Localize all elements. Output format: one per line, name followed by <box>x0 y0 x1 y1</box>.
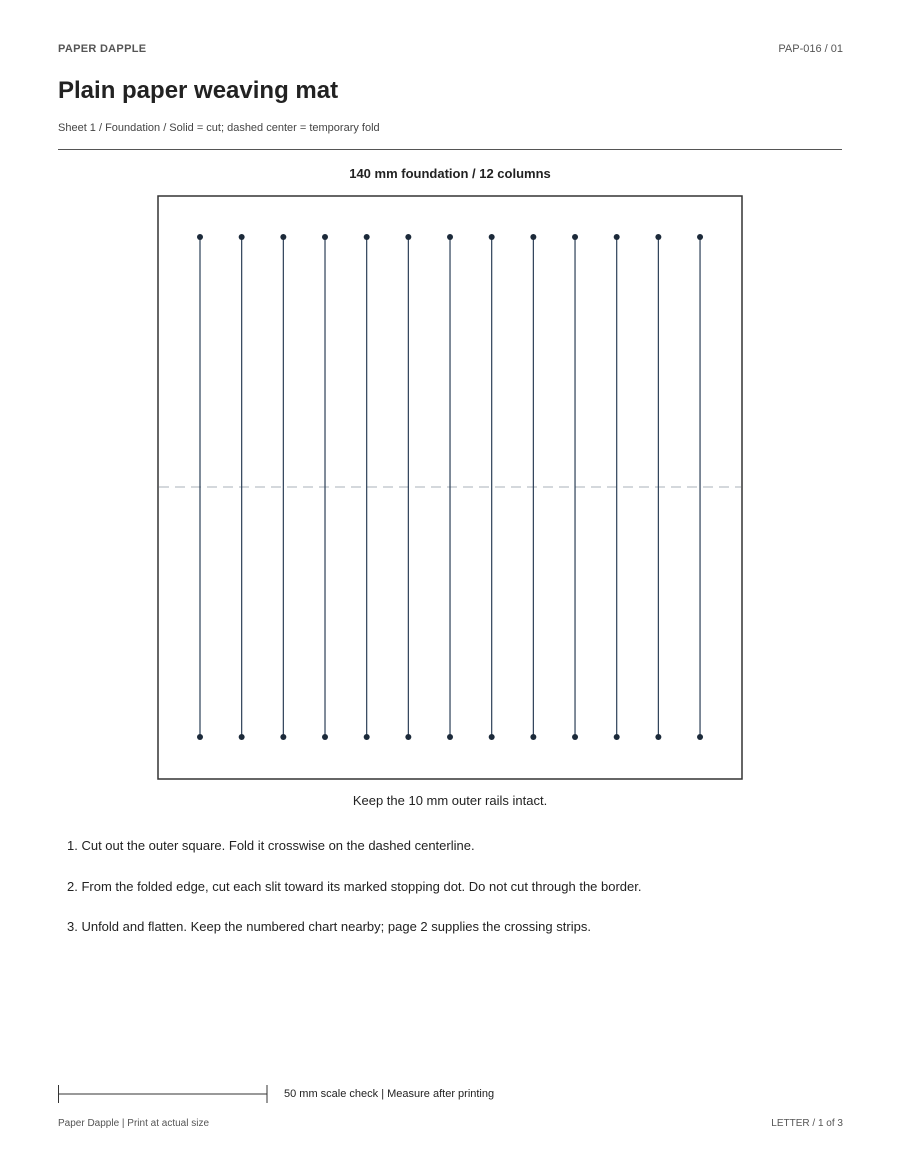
stop-dot <box>572 734 578 740</box>
stop-dot <box>322 734 328 740</box>
stop-dot <box>280 734 286 740</box>
stop-dot <box>489 734 495 740</box>
scale-check-label: 50 mm scale check | Measure after printing <box>284 1088 495 1100</box>
stop-dot <box>197 234 203 240</box>
page-subtitle: Sheet 1 / Foundation / Solid = cut; dashed center = temporary fold <box>58 122 380 134</box>
header-divider <box>58 149 842 150</box>
stop-dot <box>239 234 245 240</box>
stop-dot <box>655 234 661 240</box>
footer-left: Paper Dapple | Print at actual size <box>58 1118 210 1129</box>
stop-dot <box>655 734 661 740</box>
stop-dot <box>405 734 411 740</box>
figure-caption: Keep the 10 mm outer rails intact. <box>352 793 548 808</box>
stop-dot <box>364 234 370 240</box>
stop-dot <box>697 734 703 740</box>
stop-dot <box>530 734 536 740</box>
brand-name: PAPER DAPPLE <box>58 43 147 55</box>
instruction-list <box>67 838 642 960</box>
stop-dot <box>530 234 536 240</box>
stop-dot <box>322 234 328 240</box>
stop-dot <box>405 234 411 240</box>
stop-dot <box>697 234 703 240</box>
instruction-step: 2. From the folded edge, cut each slit toward its marked stopping dot. Do not cut through the border. <box>67 878 642 894</box>
instruction-step: 3. Unfold and flatten. Keep the numbered chart nearby; page 2 supplies the crossing strips. <box>67 919 591 934</box>
figure-title: 140 mm foundation / 12 columns <box>349 166 551 181</box>
stop-dot <box>614 234 620 240</box>
stop-dot <box>489 234 495 240</box>
stop-dot <box>447 234 453 240</box>
instruction-step: 1. Cut out the outer square. Fold it crosswise on the dashed centerline. <box>67 838 475 853</box>
stop-dot <box>197 734 203 740</box>
stop-dot <box>239 734 245 740</box>
scale-check-bar <box>57 1083 271 1105</box>
footer-right: LETTER / 1 of 3 <box>771 1118 843 1129</box>
page-title: Plain paper weaving mat <box>58 77 339 104</box>
document-code: PAP-016 / 01 <box>778 43 843 55</box>
stop-dot <box>447 734 453 740</box>
stop-dot <box>364 734 370 740</box>
stop-dot <box>572 234 578 240</box>
weaving-mat-diagram <box>156 194 744 780</box>
stop-dot <box>614 734 620 740</box>
stop-dot <box>280 234 286 240</box>
